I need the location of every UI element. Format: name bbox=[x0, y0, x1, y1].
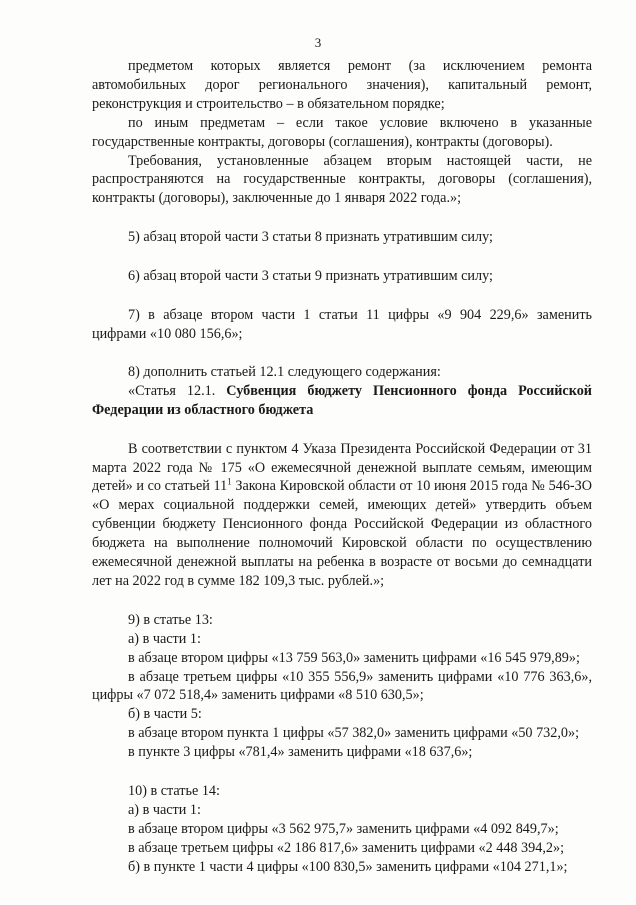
article-12-1-text-part-1: В соответствии с пунктом 4 Указа Президента Российской Федерации от 31 марта 2022 года № 175 «О ежемесячной денежной выплате семьям, имеющим детей» и со статьей 11 bbox=[92, 440, 592, 495]
article-12-1-text-part-2: Закона Кировской области от 10 июня 2015 года № 546-ЗО «О мерах социальной поддержки семей, имеющих детей» утвердить объем субвенции бюджету Пенсионного фонда Российской Федерации из областного бюджета на выполнение полномочий Кировской области по осуществлению ежемесячной денежной выплаты на ребенка в возрасте от восьми до семнадцати лет на 2022 год в сумме 182 109,3 тыс. рублей.»; bbox=[92, 478, 592, 589]
article-12-1-text bbox=[92, 440, 592, 591]
paragraph-requirements: Требования, установленные абзацем вторым настоящей части, не распространяются на государственные контракты, договоры (соглашения), контракты (договоры), заключенные до 1 января 2022 года.»; bbox=[92, 152, 592, 207]
item-9-a: а) в части 1: bbox=[128, 630, 201, 647]
article-12-1-label: «Статья 12.1. bbox=[128, 382, 227, 399]
article-number-superscript: 1 bbox=[227, 476, 232, 487]
document-body bbox=[92, 57, 592, 877]
item-10-a-para-3: в абзаце третьем цифры «2 186 817,6» заменить цифрами «2 448 394,2»; bbox=[128, 839, 565, 856]
article-12-1-title: Субвенция бюджету Пенсионного фонда Российской Федерации из областного бюджета bbox=[92, 382, 592, 418]
item-10: 10) в статье 14: bbox=[128, 783, 220, 800]
item-9: 9) в статье 13: bbox=[128, 611, 213, 628]
article-12-1-heading bbox=[92, 382, 592, 420]
item-9-b-point-3: в пункте 3 цифры «781,4» заменить цифрами «18 637,6»; bbox=[128, 744, 473, 761]
item-10-a-para-2: в абзаце втором цифры «3 562 975,7» заменить цифрами «4 092 849,7»; bbox=[128, 820, 559, 837]
item-8: 8) дополнить статьей 12.1 следующего содержания: bbox=[128, 363, 441, 380]
item-9-b-point-1: в абзаце втором пункта 1 цифры «57 382,0» заменить цифрами «50 732,0»; bbox=[128, 725, 580, 742]
item-5: 5) абзац второй части 3 статьи 8 признать утратившим силу; bbox=[128, 229, 493, 246]
item-6: 6) абзац второй части 3 статьи 9 признать утратившим силу; bbox=[128, 268, 493, 285]
item-9-a-para-3: в абзаце третьем цифры «10 355 556,9» заменить цифрами «10 776 363,6», цифры «7 072 518,4» заменить цифрами «8 510 630,5»; bbox=[92, 668, 592, 704]
item-9-a-para-2: в абзаце втором цифры «13 759 563,0» заменить цифрами «16 545 979,89»; bbox=[128, 649, 580, 666]
item-9-b: б) в части 5: bbox=[128, 706, 202, 723]
item-10-b: б) в пункте 1 части 4 цифры «100 830,5» заменить цифрами «104 271,1»; bbox=[128, 858, 568, 875]
item-7: 7) в абзаце втором части 1 статьи 11 цифры «9 904 229,6» заменить цифрами «10 080 156,6»; bbox=[92, 307, 592, 342]
paragraph-subject-repair: предметом которых является ремонт (за исключением ремонта автомобильных дорог регионального значения), капитальный ремонт, реконструкция и строительство – в обязательном порядке; bbox=[92, 58, 592, 112]
paragraph-other-subjects: по иным предметам – если такое условие включено в указанные государственные контракты, договоры (соглашения), контракты (договоры). bbox=[92, 114, 592, 150]
page-number: 3 bbox=[314, 35, 322, 50]
item-10-a: а) в части 1: bbox=[128, 802, 201, 818]
